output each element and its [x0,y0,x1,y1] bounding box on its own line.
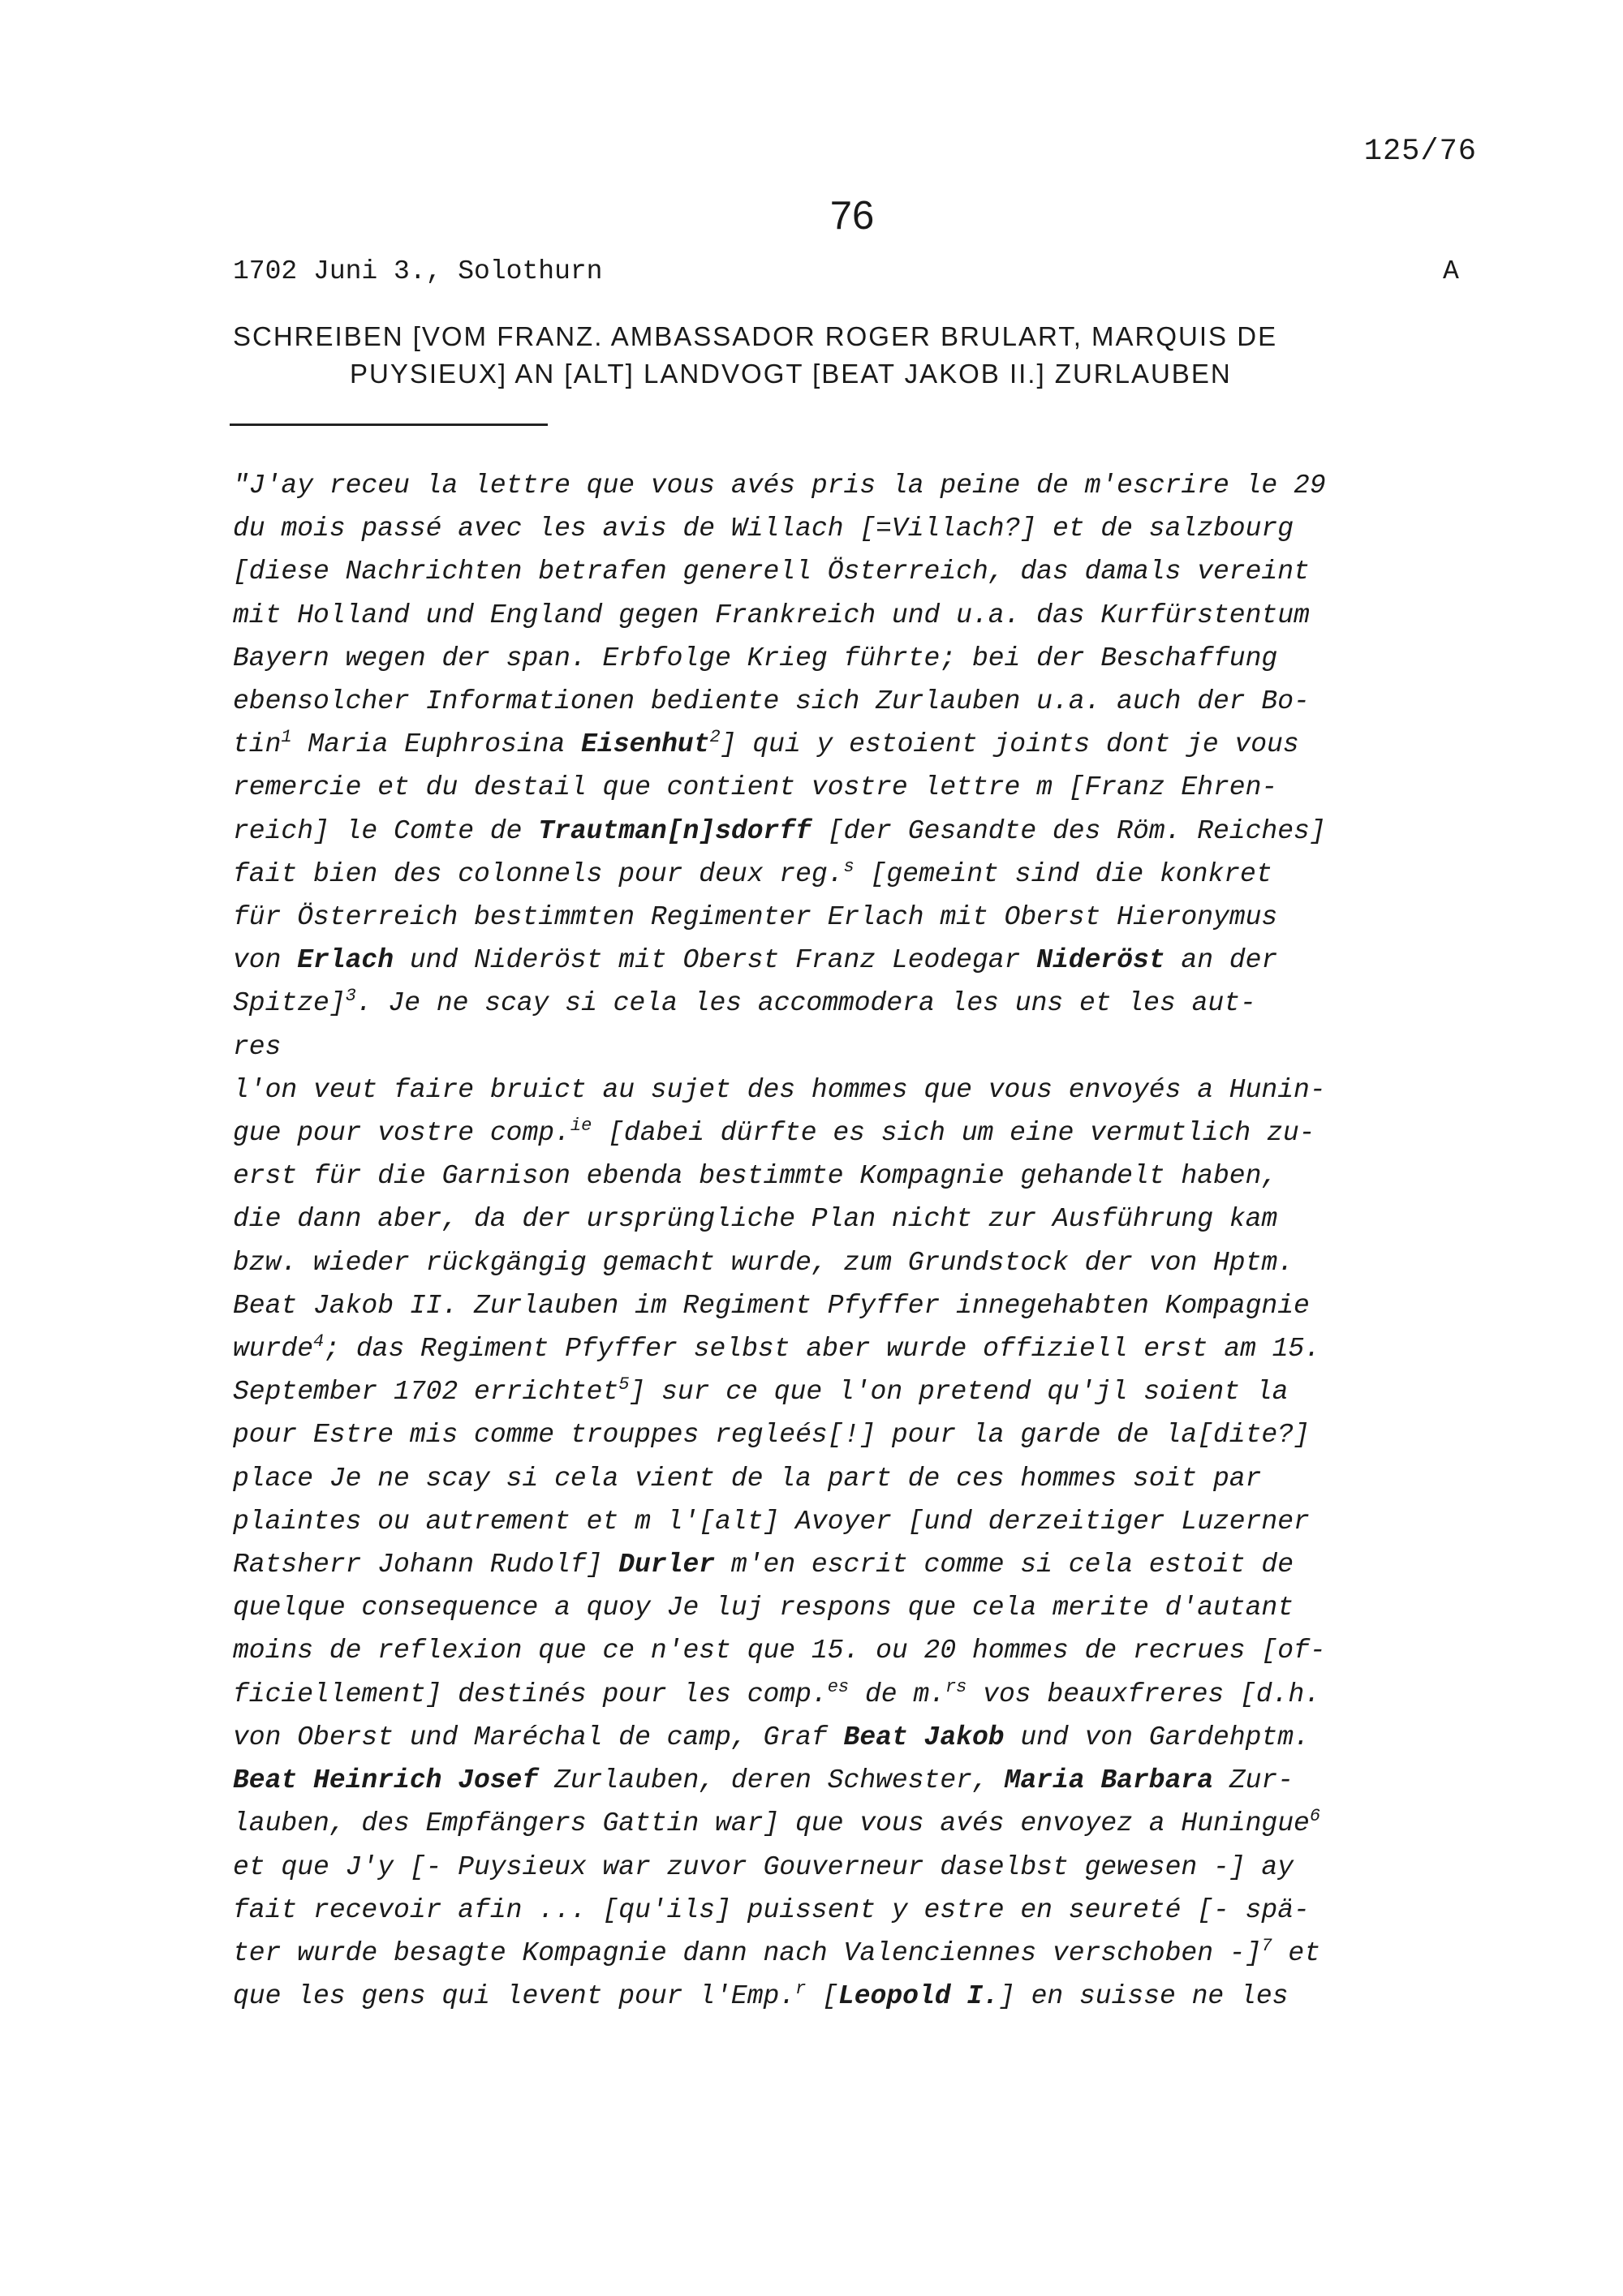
body-text: September 1702 errichtet [233,1377,619,1408]
version-marker: A [1443,256,1459,286]
body-text: [der Gesandte des Röm. Reiches] [811,815,1326,846]
body-text: ] sur ce que l'on pretend qu'jl soient la [629,1377,1289,1408]
person-name: Nideröst [1036,945,1165,976]
body-text: tin [233,729,282,760]
body-line: für Österreich bestimmten Regimenter Erlach mit Oberst Hieronymus [233,902,1278,933]
person-name: Durler [618,1550,716,1580]
body-text: gue pour vostre comp. [233,1118,570,1149]
body-text: que les gens qui levent pour l'Emp. [233,1981,796,2012]
footnote-ref: 1 [281,727,292,748]
body-line: quelque consequence a quoy Je luj respons que cela merite d'autant [233,1593,1294,1623]
body-text: [dabei dürfte es sich um eine vermutlich zu- [592,1118,1315,1149]
superscript: es [827,1676,850,1697]
superscript: ie [570,1116,592,1137]
body-text: und Nideröst mit Oberst Franz Leodegar [394,945,1037,976]
body-line: fait recevoir afin ... [qu'ils] puissent y estre en seureté [- spä- [233,1894,1310,1925]
body-line: remercie et du destail que contient vostre lettre m [Franz Ehren- [233,772,1278,803]
heading-line-1: SCHREIBEN [VOM FRANZ. AMBASSADOR ROGER BRULART, MARQUIS DE [233,321,1278,351]
footnote-ref: 5 [618,1374,630,1395]
body-text: Spitze] [233,988,346,1019]
superscript: rs [945,1676,967,1697]
person-name: Beat Jakob [843,1722,1005,1752]
document-number: 76 [829,194,875,238]
footnote-ref: 3 [345,986,356,1007]
body-line: die dann aber, da der ursprüngliche Plan nicht zur Ausführung kam [233,1204,1278,1235]
body-line: moins de reflexion que ce n'est que 15. ou 20 hommes de recrues [of- [233,1636,1326,1666]
body-text: ] en suisse ne les [998,1981,1289,2012]
body-text: ter wurde besagte Kompagnie dann nach Valenciennes verschoben -] [233,1937,1262,1968]
body-text: Maria Euphrosina [291,729,582,760]
body-text: fait bien des colonnels pour deux reg. [233,858,844,889]
body-text: wurde [233,1334,314,1365]
superscript: s [843,856,855,877]
heading-divider [230,424,548,426]
page-reference: 125/76 [1363,135,1477,169]
body-text: m'en escrit comme si cela estoit de [715,1550,1294,1580]
body-text: ficiellement] destinés pour les comp. [233,1679,828,1709]
letter-body [233,464,1499,2018]
body-text: . Je ne scay si cela les accommodera les uns et les aut- [355,988,1256,1019]
body-line: res [233,1031,282,1062]
body-line: Bayern wegen der span. Erbfolge Krieg führte; bei der Beschaffung [233,643,1278,673]
body-line: bzw. wieder rückgängig gemacht wurde, zum Grundstock der von Hptm. [233,1247,1294,1278]
body-text: ] qui y estoient joints dont je vous [720,729,1299,760]
body-text: vos beauxfreres [d.h. [966,1679,1321,1709]
person-name: Erlach [297,945,394,976]
person-name: Leopold I. [837,1981,999,2012]
body-line: mit Holland und England gegen Frankreich und u.a. das Kurfürstentum [233,600,1310,630]
body-line: pour Estre mis comme trouppes regleés[!] pour la garde de la[dite?] [233,1420,1310,1451]
footnote-ref: 7 [1261,1935,1272,1956]
body-text: [gemeint sind die konkret [854,858,1272,889]
body-line: l'on veut faire bruict au sujet des hommes que vous envoyés a Hunin- [233,1074,1326,1105]
body-text: ; das Regiment Pfyffer selbst aber wurde offiziell erst am 15. [324,1334,1321,1365]
dateline: 1702 Juni 3., Solothurn [233,256,603,286]
body-text: et [1272,1937,1321,1968]
body-line: et que J'y [- Puysieux war zuvor Gouverneur daselbst gewesen -] ay [233,1851,1294,1882]
heading-line-2: PUYSIEUX] AN [ALT] LANDVOGT [BEAT JAKOB II.] ZURLAUBEN [350,359,1232,389]
body-line: [diese Nachrichten betrafen generell Österreich, das damals vereint [233,557,1310,587]
body-text: Zur- [1213,1765,1294,1796]
footnote-ref: 6 [1309,1806,1321,1827]
footnote-ref: 2 [709,727,721,748]
body-line: du mois passé avec les avis de Willach [=Villach?] et de salzbourg [233,514,1294,544]
body-text: von [233,945,298,976]
body-line: "J'ay receu la lettre que vous avés pris la peine de m'escrire le 29 [233,471,1326,501]
body-text: und von Gardehptm. [1004,1722,1310,1752]
body-text: von Oberst und Maréchal de camp, Graf [233,1722,844,1752]
body-line: place Je ne scay si cela vient de la part de ces hommes soit par [233,1463,1262,1494]
body-text: lauben, des Empfängers Gattin war] que vous avés envoyez a Huningue [233,1808,1310,1839]
document-heading [233,318,1450,393]
body-line: plaintes ou autrement et m l'[alt] Avoyer [und derzeitiger Luzerner [233,1506,1310,1537]
person-name: Eisenhut [581,729,710,760]
person-name: Beat Heinrich Josef [233,1765,539,1796]
body-text: an der [1165,945,1278,976]
person-name: Trautman[n]sdorff [538,815,812,846]
body-line: erst für die Garnison ebenda bestimmte Kompagnie gehandelt haben, [233,1161,1278,1192]
body-line: ebensolcher Informationen bediente sich Zurlauben u.a. auch der Bo- [233,686,1310,717]
superscript: r [795,1979,807,2000]
body-line: Beat Jakob II. Zurlauben im Regiment Pfyffer innegehabten Kompagnie [233,1290,1310,1321]
body-text: [ [806,1981,838,2012]
body-text: Ratsherr Johann Rudolf] [233,1550,619,1580]
body-text: Zurlauben, deren Schwester, [538,1765,1005,1796]
body-text: reich] le Comte de [233,815,539,846]
body-text: de m. [849,1679,945,1709]
footnote-ref: 4 [313,1331,325,1352]
person-name: Maria Barbara [1004,1765,1214,1796]
